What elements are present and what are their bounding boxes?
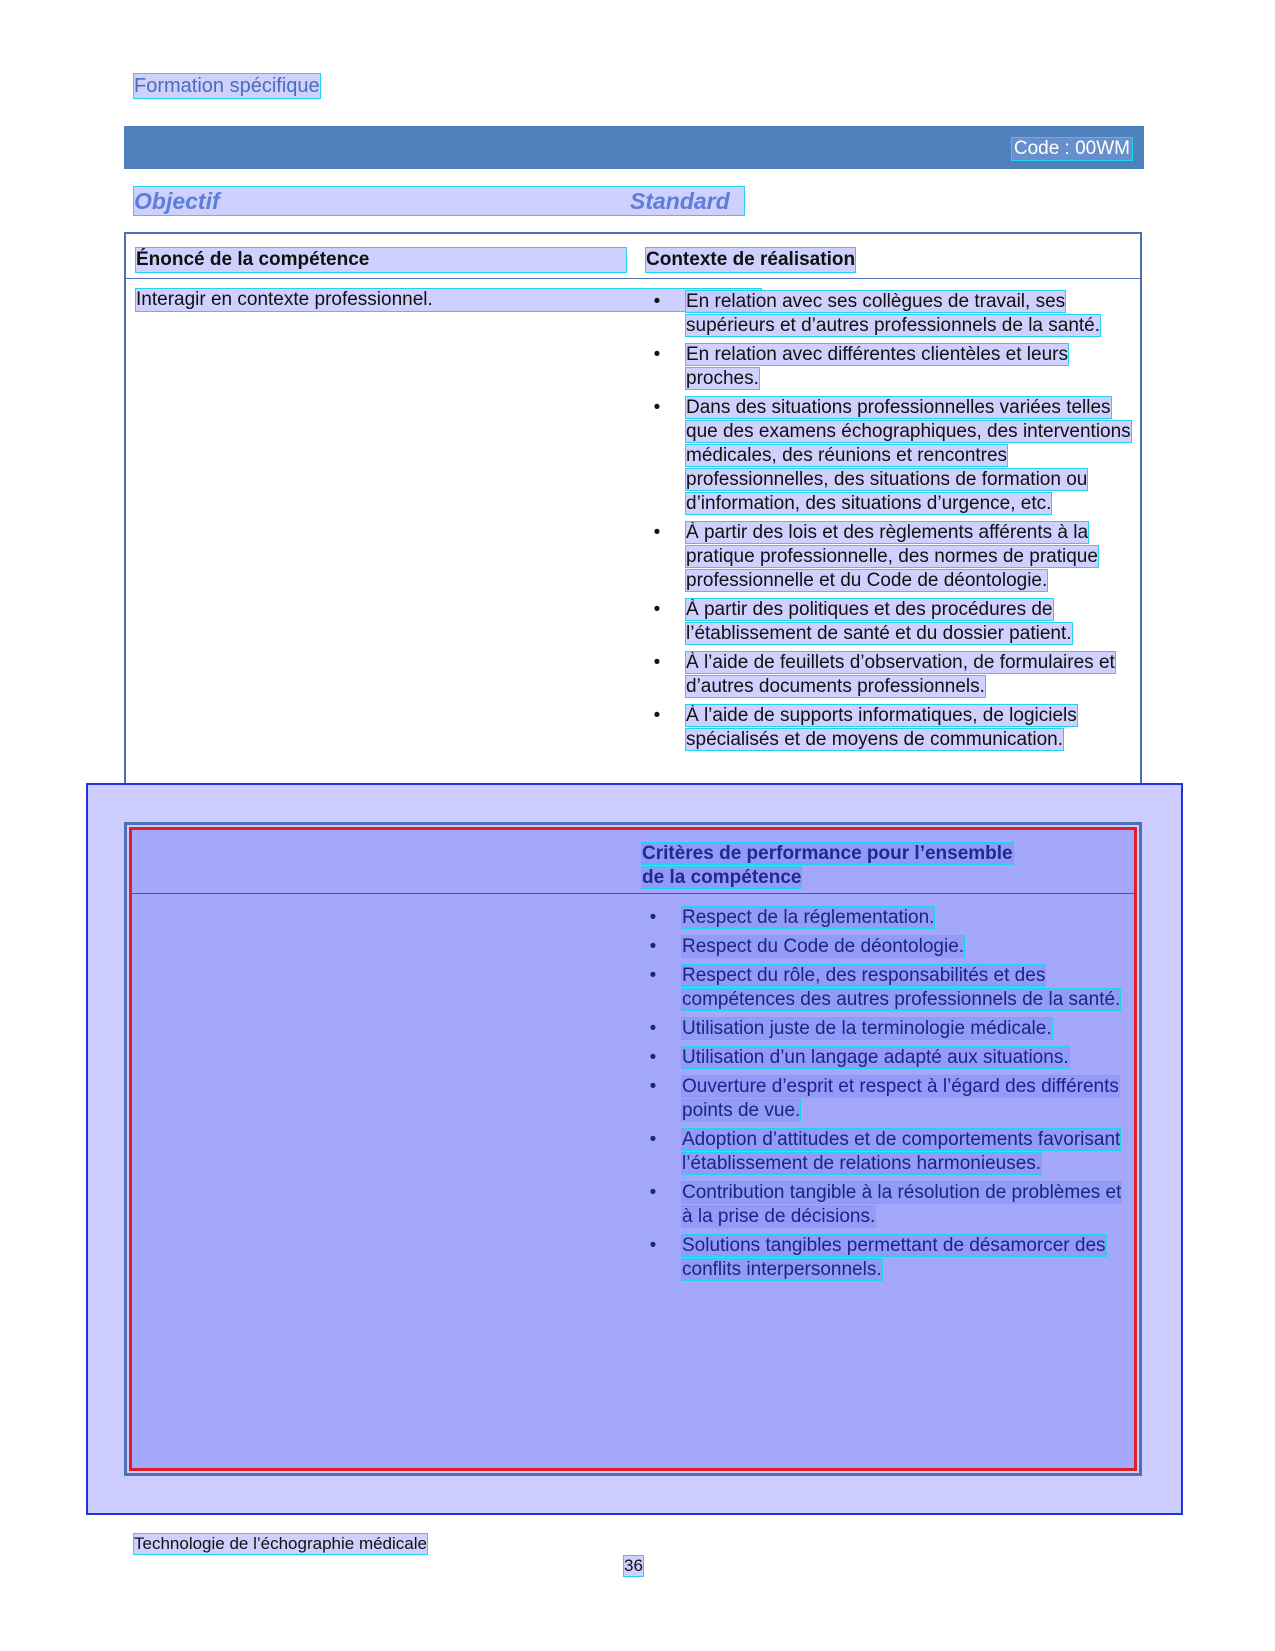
- context-item: [646, 396, 1136, 516]
- criteria-item: [642, 935, 1132, 959]
- criteria-item: [642, 964, 1132, 1012]
- context-item: [646, 521, 1136, 593]
- bullet-icon: •: [649, 1129, 657, 1150]
- criteria-item-text: Utilisation d’un langage adapté aux situations.: [682, 1047, 1069, 1068]
- criteria-item: [642, 1046, 1132, 1070]
- objective-heading: Objectif: [134, 188, 220, 214]
- bullet-icon: •: [649, 965, 657, 986]
- performance-criteria-table: [124, 822, 1142, 1476]
- context-item-text: En relation avec ses collègues de travail, ses supérieurs et d’autres professionnels de la santé.: [686, 291, 1101, 336]
- bullet-icon: •: [653, 599, 661, 620]
- selected-region: [129, 827, 1137, 1471]
- criteria-item-text: Contribution tangible à la résolution de problèmes et à la prise de décisions.: [682, 1182, 1122, 1227]
- criteria-item: [642, 1075, 1132, 1123]
- criteria-item-text: Respect du Code de déontologie.: [682, 936, 965, 957]
- code-bar: [124, 126, 1144, 169]
- criteria-item: [642, 906, 1132, 930]
- criteria-item-text: Respect du rôle, des responsabilités et des compétences des autres professionnels de la santé.: [682, 965, 1121, 1010]
- criteria-item: [642, 1181, 1132, 1229]
- criteria-header-line-1: Critères de performance pour l’ensemble: [642, 843, 1013, 864]
- context-column-header: Contexte de réalisation: [646, 249, 856, 270]
- bullet-icon: •: [649, 936, 657, 957]
- bullet-icon: •: [653, 652, 661, 673]
- criteria-header-line-2: de la compétence: [642, 867, 802, 888]
- bullet-icon: •: [653, 344, 661, 365]
- bullet-icon: •: [653, 397, 661, 418]
- bullet-icon: •: [649, 1235, 657, 1256]
- competency-code: Code : 00WM: [1013, 138, 1130, 159]
- standard-heading: Standard: [630, 188, 730, 214]
- table-header-divider: [132, 893, 1134, 894]
- context-item-text: À partir des lois et des règlements afférents à la pratique professionnelle, des normes de pratique professionnelle et du Code de déontologie.: [686, 522, 1098, 591]
- footer-title: Technologie de l’échographie médicale: [134, 1534, 427, 1553]
- context-item-text: À l’aide de feuillets d’observation, de formulaires et d’autres documents professionnels.: [686, 652, 1115, 697]
- document-header-title: Formation spécifique: [134, 75, 320, 97]
- context-item-text: À partir des politiques et des procédures de l’établissement de santé et du dossier patient.: [686, 599, 1072, 644]
- bullet-icon: •: [649, 1047, 657, 1068]
- context-item-text: Dans des situations professionnelles variées telles que des examens échographiques, des interventions médicales, des réunions et rencontres professionnelles, des situations de formation ou d’information, des situations d’urgence, etc.: [686, 397, 1131, 514]
- context-item: [646, 598, 1136, 646]
- criteria-column-header: [642, 842, 1052, 890]
- competence-statement: Interagir en contexte professionnel.: [136, 289, 761, 311]
- bullet-icon: •: [653, 291, 661, 312]
- competence-column-header: Énoncé de la compétence: [136, 248, 626, 272]
- table-header-divider: [126, 278, 1140, 279]
- criteria-item-text: Adoption d’attitudes et de comportements favorisant l’établissement de relations harmonieuses.: [682, 1129, 1121, 1174]
- page-number: 36: [624, 1556, 643, 1575]
- criteria-item: [642, 1128, 1132, 1176]
- criteria-list: [642, 906, 1132, 1287]
- context-item-text: En relation avec différentes clientèles et leurs proches.: [686, 344, 1068, 389]
- criteria-item: [642, 1017, 1132, 1041]
- bullet-icon: •: [649, 1182, 657, 1203]
- context-item: [646, 290, 1136, 338]
- context-item: [646, 343, 1136, 391]
- criteria-item: [642, 1234, 1132, 1282]
- bullet-icon: •: [649, 1076, 657, 1097]
- context-item: [646, 704, 1136, 752]
- bullet-icon: •: [649, 907, 657, 928]
- criteria-item-text: Ouverture d’esprit et respect à l’égard des différents points de vue.: [682, 1076, 1119, 1121]
- context-item-text: À l’aide de supports informatiques, de logiciels spécialisés et de moyens de communication.: [686, 705, 1077, 750]
- context-item: [646, 651, 1136, 699]
- bullet-icon: •: [653, 705, 661, 726]
- competence-context-table: [124, 232, 1142, 806]
- objective-standard-heading-row: [134, 187, 744, 215]
- criteria-item-text: Solutions tangibles permettant de désamorcer des conflits interpersonnels.: [682, 1235, 1106, 1280]
- criteria-item-text: Utilisation juste de la terminologie médicale.: [682, 1018, 1052, 1039]
- bullet-icon: •: [649, 1018, 657, 1039]
- context-list: [646, 290, 1136, 757]
- criteria-item-text: Respect de la réglementation.: [682, 907, 935, 928]
- bullet-icon: •: [653, 522, 661, 543]
